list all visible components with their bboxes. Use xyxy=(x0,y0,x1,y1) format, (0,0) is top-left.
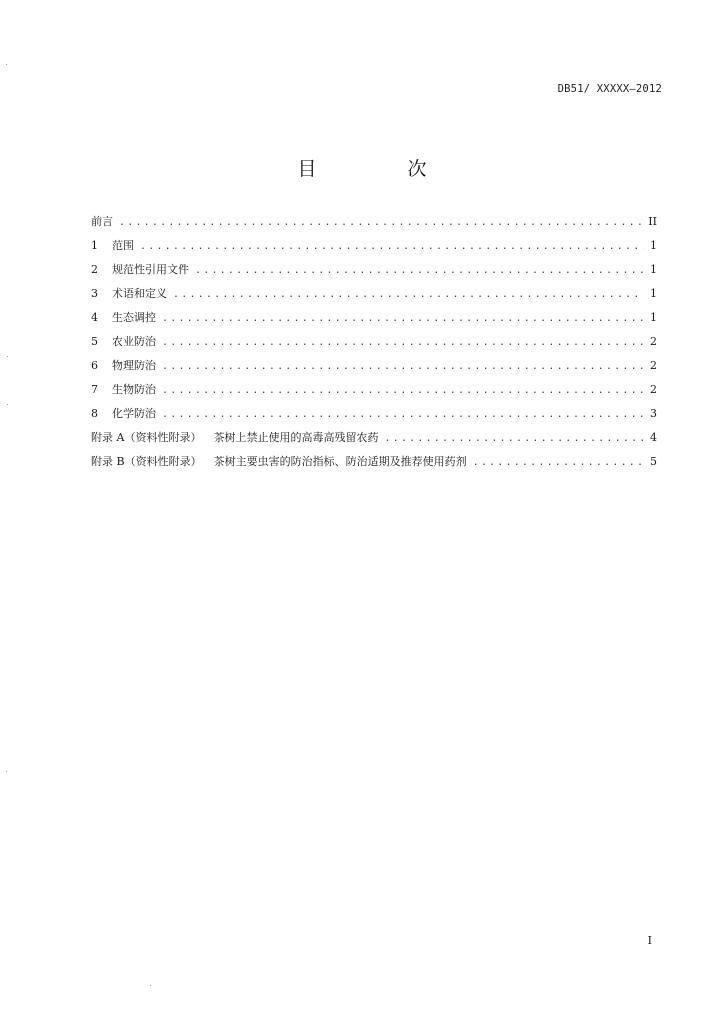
toc-entry-page: 2 xyxy=(650,335,657,348)
toc-leader-dots xyxy=(473,451,644,475)
toc-entry-label: 前言 xyxy=(91,215,113,228)
scan-speck xyxy=(7,404,8,405)
toc-entry-page: 1 xyxy=(650,239,657,252)
toc-entry-appendix-b[interactable] xyxy=(91,450,657,474)
toc-leader-dots xyxy=(162,403,644,427)
toc-entry-page: 1 xyxy=(650,287,657,300)
toc-leader-dots xyxy=(384,427,644,451)
page-number: I xyxy=(647,934,652,947)
scan-speck xyxy=(6,771,7,772)
table-of-contents xyxy=(91,210,657,474)
toc-entry-label: 农业防治 xyxy=(112,335,156,348)
scan-speck xyxy=(7,356,8,357)
toc-entry-label: 物理防治 xyxy=(112,359,156,372)
toc-entry-label: 生态调控 xyxy=(112,311,156,324)
toc-entry-foreword[interactable] xyxy=(91,210,657,234)
toc-entry-page: II xyxy=(648,215,657,228)
toc-entry-3[interactable] xyxy=(91,282,657,306)
toc-entry-page: 2 xyxy=(650,359,657,372)
scan-speck xyxy=(6,64,7,65)
toc-entry-label: 术语和定义 xyxy=(112,287,167,300)
toc-entry-5[interactable] xyxy=(91,330,657,354)
toc-leader-dots xyxy=(162,331,644,355)
toc-entry-appendix-a[interactable] xyxy=(91,426,657,450)
toc-entry-number: 3 xyxy=(91,287,98,300)
scan-speck xyxy=(150,985,151,986)
toc-appendix-tag: 附录 B（资料性附录） xyxy=(91,455,202,468)
toc-entry-page: 1 xyxy=(650,311,657,324)
toc-entry-1[interactable] xyxy=(91,234,657,258)
toc-leader-dots xyxy=(140,235,644,259)
toc-entry-number: 4 xyxy=(91,311,98,324)
toc-entry-2[interactable] xyxy=(91,258,657,282)
toc-leader-dots xyxy=(162,307,644,331)
toc-entry-number: 1 xyxy=(91,239,98,252)
toc-entry-label: 化学防治 xyxy=(112,407,156,420)
document-code: DB51/ XXXXX—2012 xyxy=(557,83,662,95)
toc-entry-7[interactable] xyxy=(91,378,657,402)
toc-leader-dots xyxy=(119,211,642,235)
page-title: 目 次 xyxy=(297,158,463,180)
toc-leader-dots xyxy=(162,355,644,379)
toc-leader-dots xyxy=(173,283,644,307)
toc-entry-label: 茶树上禁止使用的高毒高残留农药 xyxy=(213,431,379,444)
toc-entry-number: 6 xyxy=(91,359,98,372)
toc-appendix-tag: 附录 A（资料性附录） xyxy=(91,431,202,444)
toc-entry-page: 3 xyxy=(650,407,657,420)
toc-entry-label: 范围 xyxy=(112,239,134,252)
toc-entry-page: 5 xyxy=(650,455,657,468)
toc-entry-label: 生物防治 xyxy=(112,383,156,396)
toc-leader-dots xyxy=(162,379,644,403)
toc-entry-number: 5 xyxy=(91,335,98,348)
toc-entry-number: 8 xyxy=(91,407,98,420)
toc-entry-page: 4 xyxy=(650,431,657,444)
toc-entry-label: 茶树主要虫害的防治指标、防治适期及推荐使用药剂 xyxy=(213,455,467,468)
toc-entry-8[interactable] xyxy=(91,402,657,426)
toc-entry-number: 7 xyxy=(91,383,98,396)
toc-entry-page: 1 xyxy=(650,263,657,276)
toc-entry-page: 2 xyxy=(650,383,657,396)
toc-leader-dots xyxy=(195,259,644,283)
toc-entry-6[interactable] xyxy=(91,354,657,378)
toc-entry-label: 规范性引用文件 xyxy=(112,263,189,276)
toc-entry-4[interactable] xyxy=(91,306,657,330)
toc-entry-number: 2 xyxy=(91,263,98,276)
